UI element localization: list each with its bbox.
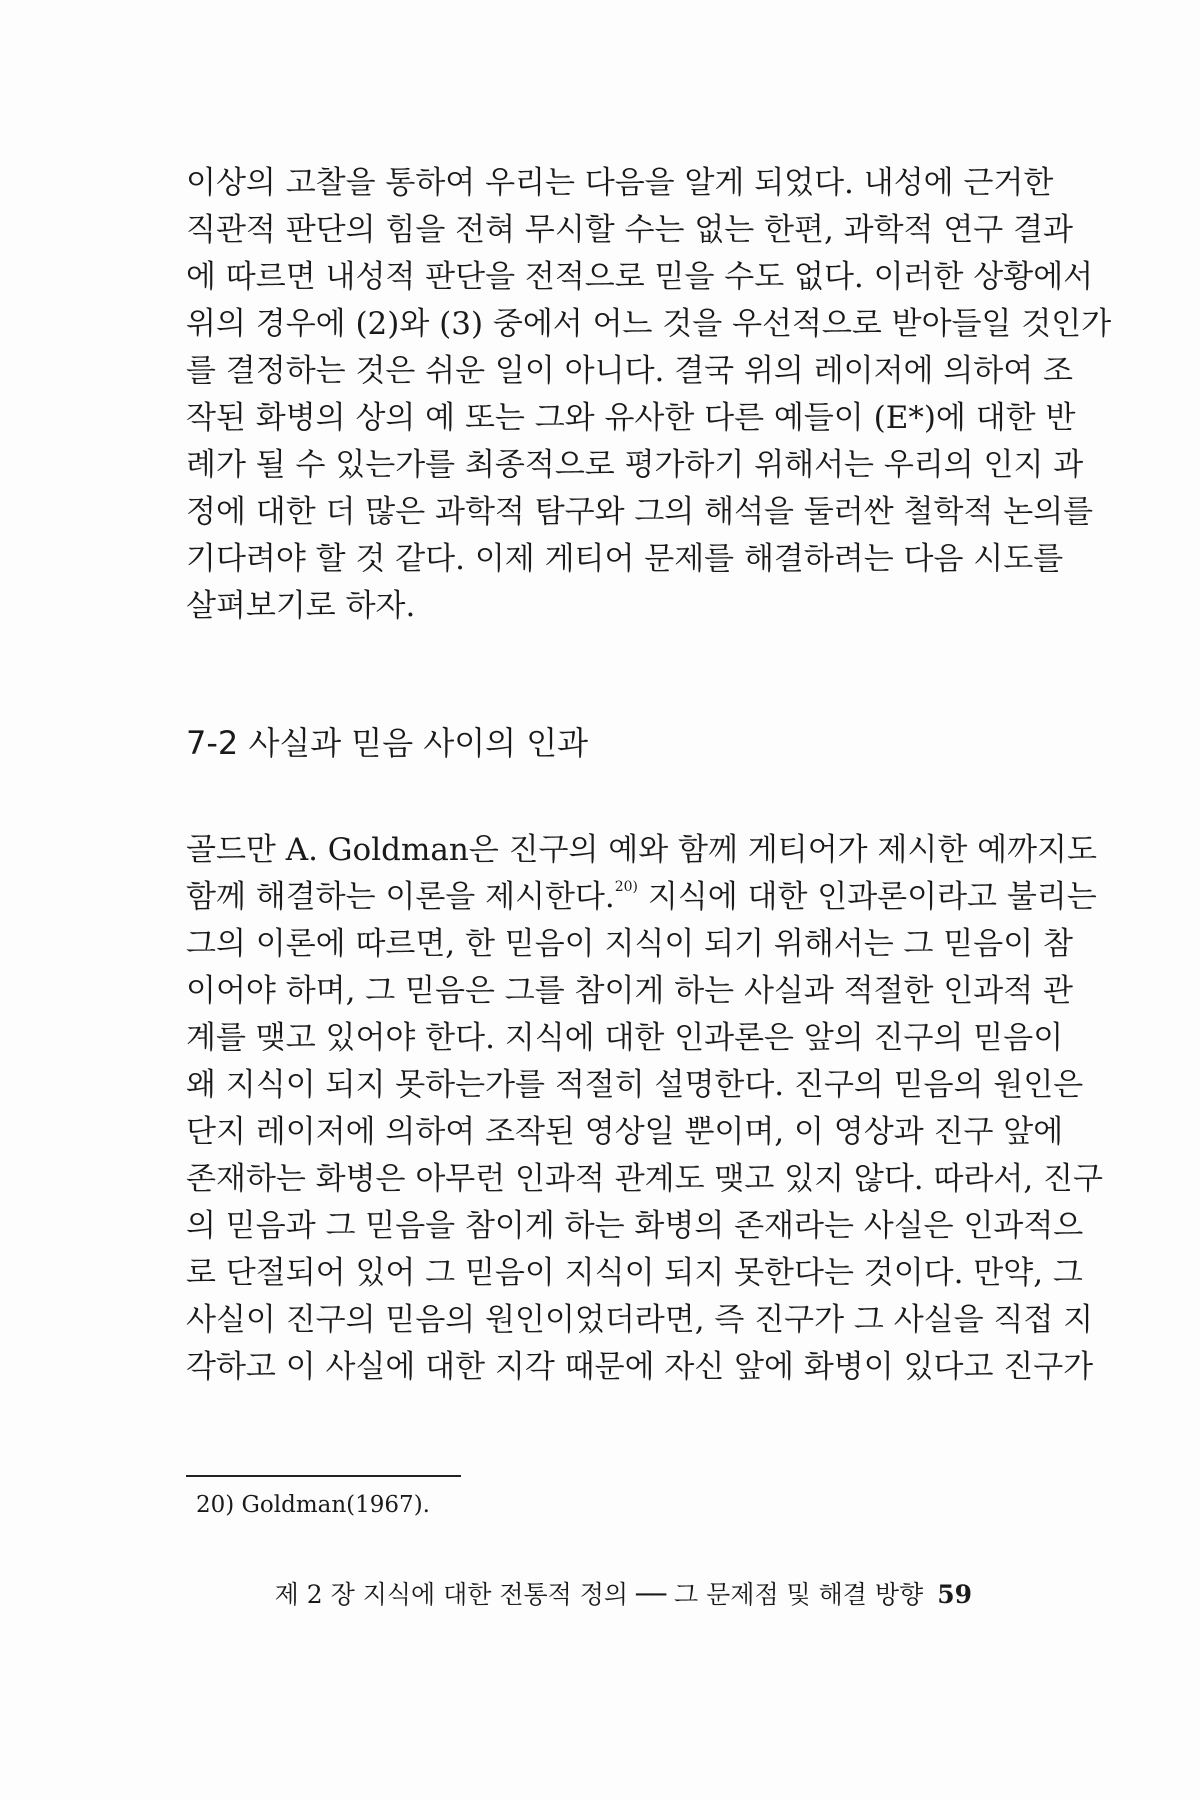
footnote-reference[interactable]: 20) — [614, 879, 638, 895]
text-line: 왜 지식이 되지 못하는가를 적절히 설명한다. 진구의 믿음의 원인은 — [186, 1067, 1084, 1103]
text-line: 이상의 고찰을 통하여 우리는 다음을 알게 되었다. 내성에 근거한 — [186, 165, 1054, 201]
text-line: 계를 맺고 있어야 한다. 지식에 대한 인과론은 앞의 진구의 믿음이 — [186, 1020, 1064, 1056]
text-line: 이어야 하며, 그 믿음은 그를 참이게 하는 사실과 적절한 인과적 관 — [186, 973, 1073, 1009]
text-segment: 지식에 대한 인과론이라고 불리는 — [638, 879, 1097, 915]
text-line: 위의 경우에 (2)와 (3) 중에서 어느 것을 우선적으로 받아들일 것인가 — [186, 306, 1112, 342]
text-line: 에 따르면 내성적 판단을 전적으로 믿을 수도 없다. 이러한 상황에서 — [186, 259, 1094, 295]
text-line — [186, 877, 1097, 923]
page-number: 59 — [937, 1580, 972, 1609]
text-segment: 함께 해결하는 이론을 제시한다. — [186, 879, 615, 915]
running-footer — [275, 1578, 972, 1612]
text-line: 정에 대한 더 많은 과학적 탐구와 그의 해석을 둘러싼 철학적 논의를 — [186, 494, 1094, 530]
text-line: 로 단절되어 있어 그 믿음이 지식이 되지 못한다는 것이다. 만약, 그 — [186, 1255, 1083, 1291]
footnote: 20) Goldman(1967). — [196, 1492, 430, 1518]
section-heading: 7-2 사실과 믿음 사이의 인과 — [186, 724, 589, 762]
text-line: 살펴보기로 하자. — [186, 588, 416, 624]
text-line: 사실이 진구의 믿음의 원인이었더라면, 즉 진구가 그 사실을 직접 지 — [186, 1302, 1094, 1338]
text-line: 골드만 A. Goldman은 진구의 예와 함께 게티어가 제시한 예까지도 — [186, 832, 1097, 868]
text-line: 단지 레이저에 의하여 조작된 영상일 뿐이며, 이 영상과 진구 앞에 — [186, 1114, 1064, 1150]
footnote-divider — [186, 1475, 461, 1477]
chapter-title: 제 2 장 지식에 대한 전통적 정의 ── 그 문제점 및 해결 방향 — [274, 1580, 924, 1609]
text-line: 를 결정하는 것은 쉬운 일이 아니다. 결국 위의 레이저에 의하여 조 — [186, 353, 1073, 389]
text-line: 기다려야 할 것 같다. 이제 게티어 문제를 해결하려는 다음 시도를 — [186, 541, 1064, 577]
text-line: 존재하는 화병은 아무런 인과적 관계도 맺고 있지 않다. 따라서, 진구 — [186, 1161, 1103, 1197]
text-line: 각하고 이 사실에 대한 지각 때문에 자신 앞에 화병이 있다고 진구가 — [186, 1349, 1094, 1385]
text-line: 의 믿음과 그 믿음을 참이게 하는 화병의 존재라는 사실은 인과적으 — [186, 1208, 1084, 1244]
text-line: 그의 이론에 따르면, 한 믿음이 지식이 되기 위해서는 그 믿음이 참 — [186, 926, 1073, 962]
text-line: 작된 화병의 상의 예 또는 그와 유사한 다른 예들이 (E*)에 대한 반 — [186, 400, 1076, 436]
text-line: 례가 될 수 있는가를 최종적으로 평가하기 위해서는 우리의 인지 과 — [186, 447, 1084, 483]
text-line: 직관적 판단의 힘을 전혀 무시할 수는 없는 한편, 과학적 연구 결과 — [186, 212, 1073, 248]
